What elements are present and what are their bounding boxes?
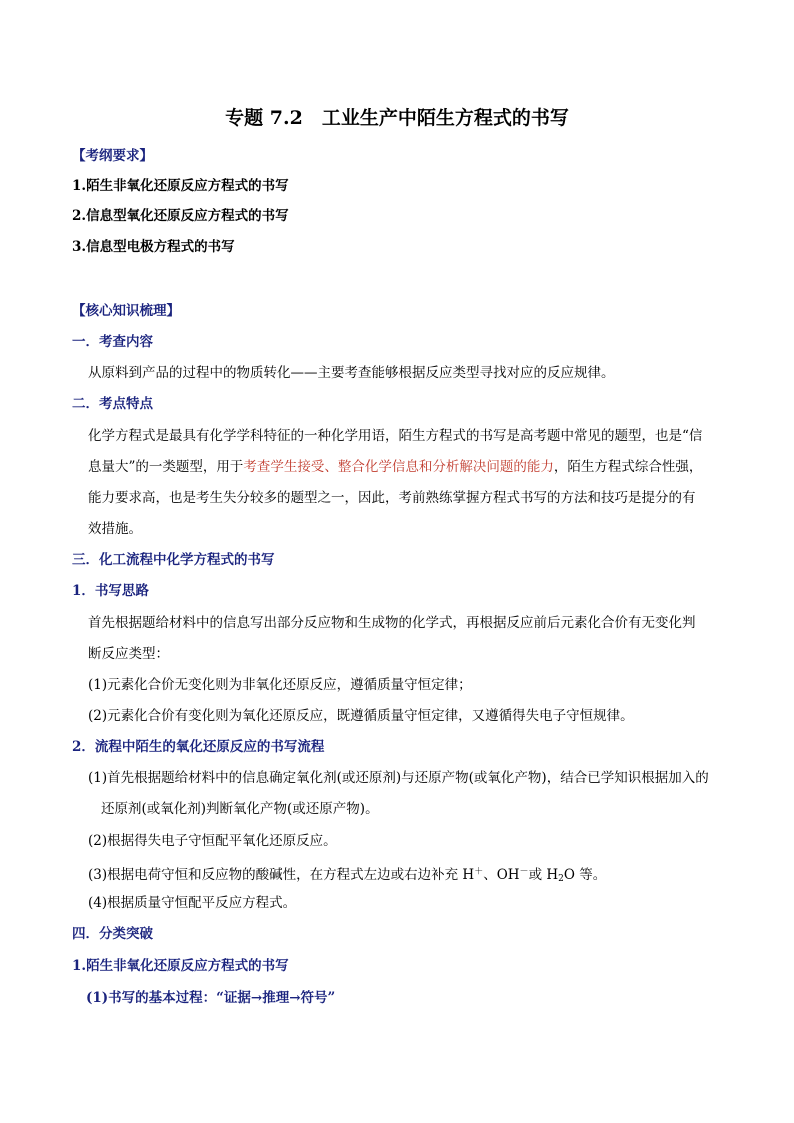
knowledge-heading: 【核心知识梳理】 bbox=[72, 303, 180, 319]
section-2-line-4: 效措施。 bbox=[88, 521, 142, 537]
hydroxide-ion-charge: － bbox=[519, 867, 529, 877]
document-title: 专题 7.2 工业生产中陌生方程式的书写 bbox=[225, 107, 569, 129]
section-2-line-2 bbox=[88, 458, 702, 476]
subsection-1-item-2: (2)元素化合价有变化则为氧化还原反应，既遵循质量守恒定律，又遵循得失电子守恒规律。 bbox=[88, 708, 634, 724]
item-3-text-d: O 等。 bbox=[563, 867, 607, 883]
section-3-title: 化工流程中化学方程式的书写 bbox=[99, 552, 275, 568]
subsection-2-item-1-line-1: (1)首先根据题给材料中的信息确定氧化剂(或还原剂)与还原产物(或氧化产物)，结合已学知识根据加入的 bbox=[88, 770, 709, 786]
subsection-2-title: 流程中陌生的氧化还原反应的书写流程 bbox=[94, 739, 325, 755]
subsection-1-number: 1． bbox=[72, 583, 95, 599]
section-2-line-2-start: 息量大”的一类题型，用于 bbox=[88, 459, 244, 475]
subsection-1-item-1: (1)元素化合价无变化则为非氧化还原反应，遵循质量守恒定律； bbox=[88, 677, 472, 693]
section-4-sub-1: 1.陌生非氧化还原反应方程式的书写 bbox=[72, 958, 289, 974]
subsection-2-number: 2． bbox=[72, 739, 95, 755]
syllabus-item-2: 2.信息型氧化还原反应方程式的书写 bbox=[72, 208, 289, 224]
section-4-title: 分类突破 bbox=[99, 926, 153, 942]
section-4-sub-1-item-1: (1)书写的基本过程：“证据→推理→符号” bbox=[86, 990, 336, 1006]
hydrogen-ion-charge: ＋ bbox=[474, 867, 484, 877]
syllabus-item-1: 1.陌生非氧化还原反应方程式的书写 bbox=[72, 178, 289, 194]
section-2-line-3: 能力要求高，也是考生失分较多的题型之一，因此，考前熟练掌握方程式书写的方法和技巧是提分的有 bbox=[88, 490, 696, 506]
subsection-2-item-2: (2)根据得失电子守恒配平氧化还原反应。 bbox=[88, 833, 337, 849]
subsection-1-title: 书写思路 bbox=[94, 583, 149, 599]
syllabus-item-3: 3.信息型电极方程式的书写 bbox=[72, 239, 235, 255]
section-1-heading bbox=[72, 333, 153, 351]
section-4-heading bbox=[72, 925, 153, 943]
highlighted-ability-text: 考查学生接受、整合化学信息和分析解决问题的能力 bbox=[243, 459, 554, 475]
subsection-2-item-4: (4)根据质量守恒配平反应方程式。 bbox=[88, 895, 297, 911]
item-3-text-c: 或 H bbox=[528, 867, 559, 883]
subsection-2-item-1-line-2: 还原剂(或氧化剂)判断氧化产物(或还原产物)。 bbox=[101, 801, 379, 817]
section-3-number: 三． bbox=[72, 552, 99, 568]
syllabus-heading: 【考纲要求】 bbox=[72, 148, 153, 164]
subsection-1-line-2: 断反应类型： bbox=[88, 646, 169, 662]
section-2-number: 二． bbox=[72, 396, 99, 412]
section-2-title: 考点特点 bbox=[99, 396, 153, 412]
section-1-title: 考查内容 bbox=[99, 334, 153, 350]
subsection-2-heading bbox=[72, 738, 324, 756]
section-3-heading bbox=[72, 551, 275, 569]
subsection-1-heading bbox=[72, 582, 149, 600]
section-1-number: 一． bbox=[72, 334, 99, 350]
subsection-2-item-3 bbox=[88, 863, 606, 888]
item-3-text-b: 、OH bbox=[483, 867, 520, 883]
section-2-line-2-end: ，陌生方程式综合性强， bbox=[553, 459, 703, 475]
section-1-text: 从原料到产品的过程中的物质转化——主要考查能够根据反应类型寻找对应的反应规律。 bbox=[88, 365, 615, 381]
item-3-text-a: (3)根据电荷守恒和反应物的酸碱性，在方程式左边或右边补充 H bbox=[88, 867, 475, 883]
subsection-1-line-1: 首先根据题给材料中的信息写出部分反应物和生成物的化学式，再根据反应前后元素化合价有无变化判 bbox=[88, 615, 696, 631]
section-2-heading bbox=[72, 395, 153, 413]
water-subscript: 2 bbox=[558, 874, 564, 884]
section-2-line-1: 化学方程式是最具有化学学科特征的一种化学用语，陌生方程式的书写是高考题中常见的题型，也是“信 bbox=[88, 428, 703, 444]
section-4-number: 四． bbox=[72, 926, 99, 942]
